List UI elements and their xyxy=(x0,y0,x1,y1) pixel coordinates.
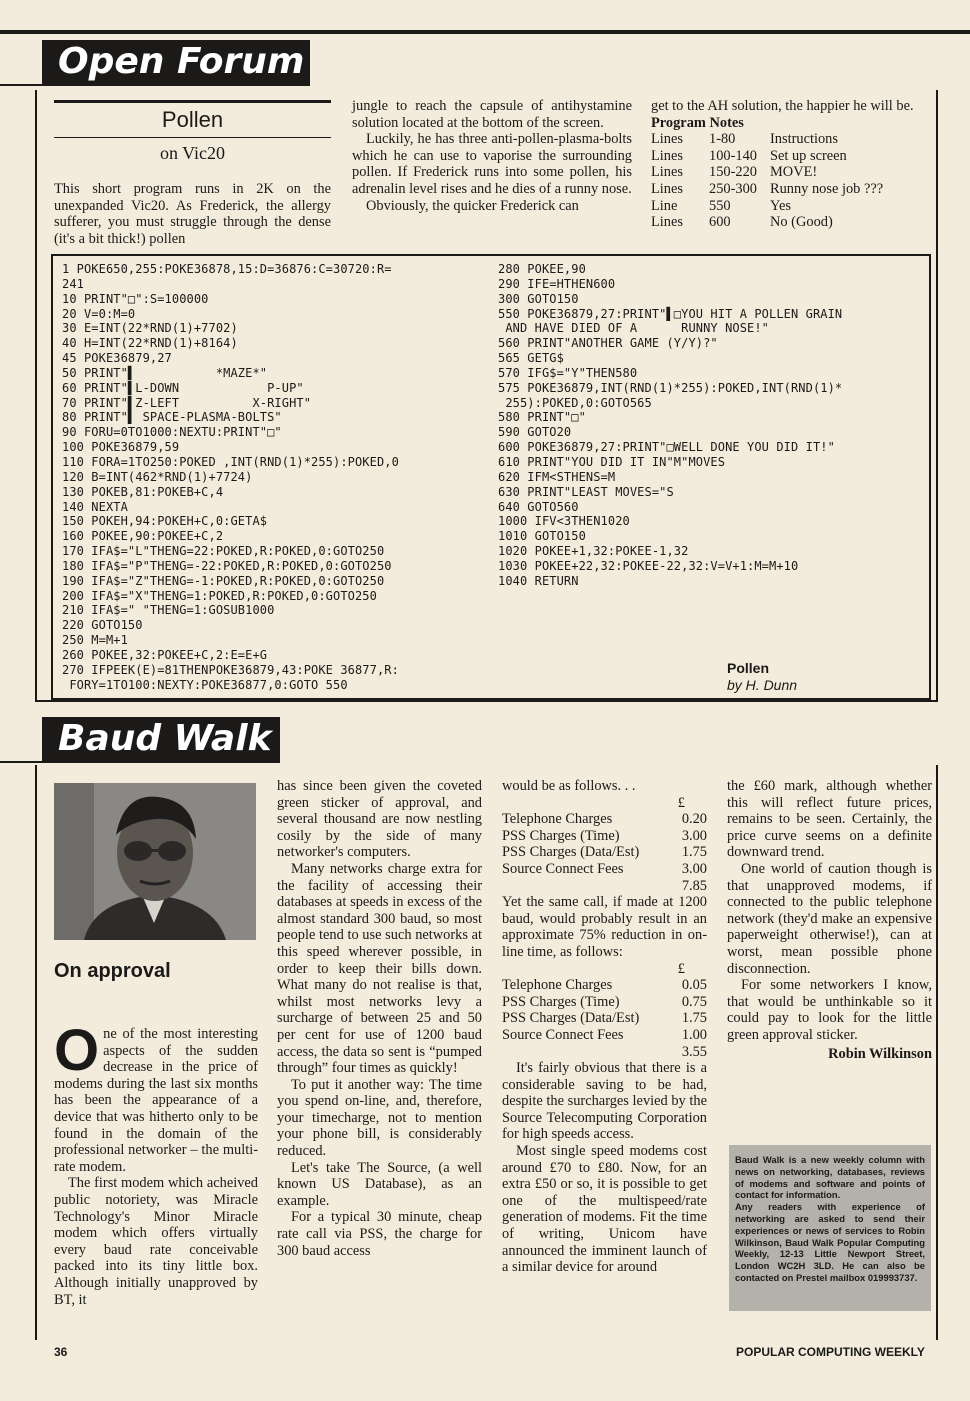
currency-row xyxy=(502,795,707,812)
listing-credit-author: by H. Dunn xyxy=(727,677,798,693)
baud-col1-paragraph-1: ne of the most interesting aspects of the sudden decrease in the price of modems during the last six months has been the appearance of a device that was hitherto only to be found in the domain of the professional networker – the multi-rate modem. xyxy=(54,1026,258,1175)
listing-right xyxy=(498,262,842,589)
code-line: 80 PRINT"▌ SPACE-PLASMA-BOLTS" xyxy=(62,410,282,425)
program-note-row xyxy=(651,148,883,165)
code-line: 1040 RETURN xyxy=(498,573,579,588)
note-kind: Lines xyxy=(651,147,683,164)
fee-row xyxy=(502,994,707,1011)
code-line: 241 xyxy=(62,276,84,291)
currency-symbol: £ xyxy=(677,794,685,811)
intro-column-1 xyxy=(54,181,331,247)
code-line: 1030 POKEE+22,32:POKEE-22,32:V=V+1:M=M+10 xyxy=(498,558,799,573)
code-line: 290 IFE=HTHEN600 xyxy=(498,276,616,291)
code-line: 20 V=0:M=0 xyxy=(62,306,136,321)
code-line: 70 PRINT"▌Z-LEFT X-RIGHT" xyxy=(62,395,312,410)
fee-value: 0.20 xyxy=(681,811,707,828)
currency-symbol: £ xyxy=(677,960,685,977)
fee-total: 7.85 xyxy=(681,877,707,894)
baud-column-3 xyxy=(502,778,707,1276)
code-line: 130 POKEB,81:POKEB+C,4 xyxy=(62,484,224,499)
fee-label: PSS Charges (Data/Est) xyxy=(502,1010,640,1027)
code-line: 565 GETG$ xyxy=(498,351,564,366)
note-range: 1-80 xyxy=(709,131,736,148)
info-box-paragraph-1: Baud Walk is a new weekly column with news on networking, databases, reviews of modems and software and points of contact for information. xyxy=(735,1154,925,1201)
baud-col3-paragraph-4: Most single speed modems cost around £70 to £80. Now, for an extra £50 or so, it is possible to get one of the multispeed/rate generation of modems. Fit the time of writing, Unicom have announced the imminent launch of a similar device for around xyxy=(502,1143,707,1276)
code-line: 100 POKE36879,59 xyxy=(62,440,180,455)
intro-column-2 xyxy=(352,98,632,214)
code-line: 210 IFA$=" "THENG=1:GOSUB1000 xyxy=(62,603,275,618)
note-range: 150-220 xyxy=(709,164,757,181)
code-line: 255):POKED,0:GOTO565 xyxy=(498,395,652,410)
fee-total-spacer xyxy=(502,878,671,895)
code-line: 300 GOTO150 xyxy=(498,291,579,306)
page-number: 36 xyxy=(54,1345,68,1359)
code-line: 150 POKEH,94:POKEH+C,0:GETA$ xyxy=(62,514,268,529)
code-line: 610 PRINT"YOU DID IT IN"M"MOVES xyxy=(498,454,726,469)
note-desc: Runny nose job ??? xyxy=(770,180,884,197)
portrait-photo xyxy=(54,783,256,940)
code-line: 50 PRINT"▌ *MAZE*" xyxy=(62,365,268,380)
program-note-row xyxy=(651,131,883,148)
fee-row xyxy=(502,844,707,861)
fee-row xyxy=(502,1010,707,1027)
fee-total-row xyxy=(502,878,707,895)
note-range: 600 xyxy=(709,214,731,231)
fee-row xyxy=(502,811,707,828)
baud-walk-banner-rule xyxy=(0,761,280,763)
baud-col3-paragraph-3: It's fairly obvious that there is a considerable saving to be had, despite the surcharges levied by the Source Telecomputing Corporation for high speeds access. xyxy=(502,1060,707,1143)
fee-total-row xyxy=(502,1044,707,1061)
currency-spacer xyxy=(502,961,671,978)
note-desc: No (Good) xyxy=(770,214,833,231)
note-kind: Lines xyxy=(651,180,683,197)
code-line: 580 PRINT"□" xyxy=(498,410,586,425)
fee-total-spacer xyxy=(502,1044,671,1061)
fee-value: 3.00 xyxy=(681,860,707,877)
fee-table-300-baud xyxy=(502,795,707,895)
open-forum-frame-bottom xyxy=(35,700,938,702)
code-line: 560 PRINT"ANOTHER GAME (Y/Y)?" xyxy=(498,336,718,351)
code-line: FORY=1TO100:NEXTY:POKE36877,0:GOTO 550 xyxy=(62,677,348,692)
intro-paragraph: This short program runs in 2K on the unexpanded Vic20. As Frederick, the allergy sufferer, you must struggle through the dense (it's a bit thick!) pollen xyxy=(54,181,331,247)
code-line: 270 IFPEEK(E)=81THENPOKE36879,43:POKE 36877,R: xyxy=(62,662,399,677)
baud-col4-paragraph-1: the £60 mark, although whether this will reflect future prices, remains to be seen. Certainly, the price curve seems on a definite downward trend. xyxy=(727,778,932,861)
note-desc: Yes xyxy=(770,197,791,214)
baud-col1-paragraph-2: The first modem which acheived public notoriety, was Miracle Technology's Minor Miracle modem which offers virtually every baud rate conceivable packed into its tiny little box. Although initially unapproved by BT, it xyxy=(54,1175,258,1308)
fee-value: 0.05 xyxy=(681,977,707,994)
code-line: 220 GOTO150 xyxy=(62,618,143,633)
code-line: 170 IFA$="L"THENG=22:POKED,R:POKED,0:GOTO250 xyxy=(62,544,385,559)
code-line: 1 POKE650,255:POKE36878,15:D=36876:C=30720:R= xyxy=(62,262,392,276)
baud-col2-paragraph-2: Many networks charge extra for the facility of accessing their databases at speeds in excess of the almost standard 300 baud, so most people tend to use such networks at this speed wherever possible, in order to keep their bills down. What many do not realise is that, whilst most networks levy a surcharge of between 25 and 50 per cent for use of 1200 baud access, the data so sent is “pumped through” four times as quickly! xyxy=(277,860,482,1077)
currency-spacer xyxy=(502,795,671,812)
fee-label: Telephone Charges xyxy=(502,811,613,828)
code-line: 590 GOTO20 xyxy=(498,425,572,440)
article-title: Pollen xyxy=(161,107,224,132)
program-note-row xyxy=(651,214,883,231)
code-line: 640 GOTO560 xyxy=(498,499,579,514)
info-box xyxy=(729,1145,931,1311)
open-forum-banner-rule xyxy=(0,84,310,86)
fee-row xyxy=(502,977,707,994)
note-range: 100-140 xyxy=(709,147,757,164)
intro-column-3 xyxy=(651,98,930,231)
author-signature: Robin Wilkinson xyxy=(828,1045,932,1062)
code-line: 45 POKE36879,27 xyxy=(62,351,172,366)
code-line: 190 IFA$="Z"THENG=-1:POKED,R:POKED,0:GOTO250 xyxy=(62,573,385,588)
fee-row xyxy=(502,861,707,878)
baud-col4-paragraph-2: One world of caution though is that unapproved modems, if connected to the public telephone network (they'd make an expensive paperweight otherwise!), can at worst, mean possible phone disconnection. xyxy=(727,860,932,977)
baud-col3-paragraph-2: Yet the same call, if made at 1200 baud, would probably result in an approximate 75% reduction in on-line time, as follows: xyxy=(502,894,707,960)
info-box-paragraph-2: Any readers with experience of networking are asked to send their experiences or news of services to Robin Wilkinson, Baud Walk Popular Computing Weekly, 12-13 Little Newport Street, London WC2H 3LD. He can also be contacted on Prestel mailbox 019993737. xyxy=(735,1201,925,1283)
baud-column-4 xyxy=(727,778,932,1062)
code-line: 40 H=INT(22*RND(1)+8164) xyxy=(62,336,238,351)
note-kind: Lines xyxy=(651,131,683,148)
fee-value: 3.00 xyxy=(681,827,707,844)
note-kind: Lines xyxy=(651,164,683,181)
code-line: 550 POKE36879,27:PRINT"▌□YOU HIT A POLLEN GRAIN xyxy=(498,306,843,321)
program-notes-heading: Program Notes xyxy=(651,114,744,131)
code-line: 60 PRINT"▌L-DOWN P-UP" xyxy=(62,380,304,395)
code-line: AND HAVE DIED OF A RUNNY NOSE!" xyxy=(498,321,770,336)
code-line: 180 IFA$="P"THENG=-22:POKED,R:POKED,0:GOTO250 xyxy=(62,558,392,573)
fee-label: Source Connect Fees xyxy=(502,1026,624,1043)
top-rule xyxy=(0,30,970,34)
drop-cap: O xyxy=(54,1018,100,1083)
listing-left xyxy=(62,262,399,692)
baud-col2-paragraph-4: Let's take The Source, (a well known US Database), as an example. xyxy=(277,1159,482,1209)
open-forum-banner: Open Forum xyxy=(42,40,310,86)
baud-col3-intro: would be as follows. . . xyxy=(502,778,636,794)
baud-col2-paragraph-1: has since been given the coveted green sticker of approval, and several thousand are now nestling cosily by the side of many networker's computers. xyxy=(277,778,482,861)
col2-paragraph-2: Luckily, he has three anti-pollen-plasma-bolts which he can use to vaporise the surrounding pollen. If Frederick runs into some pollen, his adrenalin level rises and he dies of a runny nose. xyxy=(352,131,632,197)
code-line: 250 M=M+1 xyxy=(62,633,128,648)
code-line: 120 B=INT(462*RND(1)+7724) xyxy=(62,469,253,484)
currency-row xyxy=(502,961,707,978)
program-notes-table xyxy=(651,131,883,231)
fee-row xyxy=(502,828,707,845)
author-photo xyxy=(54,783,256,940)
fee-value: 1.75 xyxy=(681,1010,707,1027)
code-line: 30 E=INT(22*RND(1)+7702) xyxy=(62,321,238,336)
code-line: 620 IFM<STHENS=M xyxy=(498,469,616,484)
fee-value: 1.00 xyxy=(681,1026,707,1043)
col2-paragraph-1: jungle to reach the capsule of antihystamine solution located at the bottom of the screen. xyxy=(352,98,632,131)
code-line: 575 POKE36879,INT(RND(1)*255):POKED,INT(RND(1)* xyxy=(498,380,843,395)
baud-column-1 xyxy=(54,1018,258,1308)
note-desc: Instructions xyxy=(770,131,838,148)
article-heading: On approval xyxy=(54,960,171,982)
code-line: 110 FORA=1TO250:POKED ,INT(RND(1)*255):POKED,0 xyxy=(62,454,399,469)
fee-label: Source Connect Fees xyxy=(502,860,624,877)
listing-credit-title: Pollen xyxy=(727,660,770,676)
fee-total: 3.55 xyxy=(681,1043,707,1060)
code-line: 260 POKEE,32:POKEE+C,2:E=E+G xyxy=(62,647,268,662)
col2-paragraph-3: Obviously, the quicker Frederick can xyxy=(366,197,579,214)
baud-walk-banner: Baud Walk xyxy=(42,717,280,763)
code-line: 570 IFG$="Y"THEN580 xyxy=(498,365,638,380)
code-line: 1020 POKEE+1,32:POKEE-1,32 xyxy=(498,544,689,559)
code-line: 10 PRINT"□":S=100000 xyxy=(62,291,209,306)
fee-label: PSS Charges (Time) xyxy=(502,993,620,1010)
code-line: 140 NEXTA xyxy=(62,499,128,514)
program-note-row xyxy=(651,198,883,215)
article-subtitle: on Vic20 xyxy=(159,143,226,163)
code-line: 280 POKEE,90 xyxy=(498,262,586,276)
note-desc: Set up screen xyxy=(770,147,847,164)
baud-col2-paragraph-3: To put it another way: The time you spend on-line, and, therefore, your timecharge, not to mention your phone bill, is considerably reduced. xyxy=(277,1076,482,1160)
fee-value: 0.75 xyxy=(681,993,707,1010)
col3-paragraph: get to the AH solution, the happier he will be. xyxy=(651,98,914,114)
fee-value: 1.75 xyxy=(681,844,707,861)
program-note-row xyxy=(651,181,883,198)
code-line: 1010 GOTO150 xyxy=(498,529,586,544)
note-range: 250-300 xyxy=(709,180,757,197)
fee-row xyxy=(502,1027,707,1044)
code-line: 600 POKE36879,27:PRINT"□WELL DONE YOU DID IT!" xyxy=(498,440,835,455)
fee-label: PSS Charges (Data/Est) xyxy=(502,844,640,861)
fee-label: PSS Charges (Time) xyxy=(502,827,620,844)
note-desc: MOVE! xyxy=(770,164,818,181)
fee-label: Telephone Charges xyxy=(502,977,613,994)
title-rule-top xyxy=(54,100,331,103)
baud-column-2 xyxy=(277,778,482,1259)
note-range: 550 xyxy=(709,197,731,214)
title-rule-bottom xyxy=(54,137,331,138)
fee-table-1200-baud xyxy=(502,961,707,1061)
baud-col4-paragraph-3: For some networkers I know, that would be unthinkable so it could pay to look for the little green approval sticker. xyxy=(727,977,932,1043)
program-note-row xyxy=(651,164,883,181)
code-line: 90 FORU=0TO1000:NEXTU:PRINT"□" xyxy=(62,425,282,440)
baud-col2-paragraph-5: For a typical 30 minute, cheap rate call via PSS, the charge for 300 baud access xyxy=(277,1209,482,1259)
code-line: 200 IFA$="X"THENG=1:POKED,R:POKED,0:GOTO250 xyxy=(62,588,377,603)
note-kind: Lines xyxy=(651,214,683,231)
code-line: 160 POKEE,90:POKEE+C,2 xyxy=(62,529,224,544)
code-line: 1000 IFV<3THEN1020 xyxy=(498,514,630,529)
magazine-name: POPULAR COMPUTING WEEKLY xyxy=(736,1345,925,1359)
code-line: 630 PRINT"LEAST MOVES="S xyxy=(498,484,674,499)
note-kind: Line xyxy=(651,197,678,214)
